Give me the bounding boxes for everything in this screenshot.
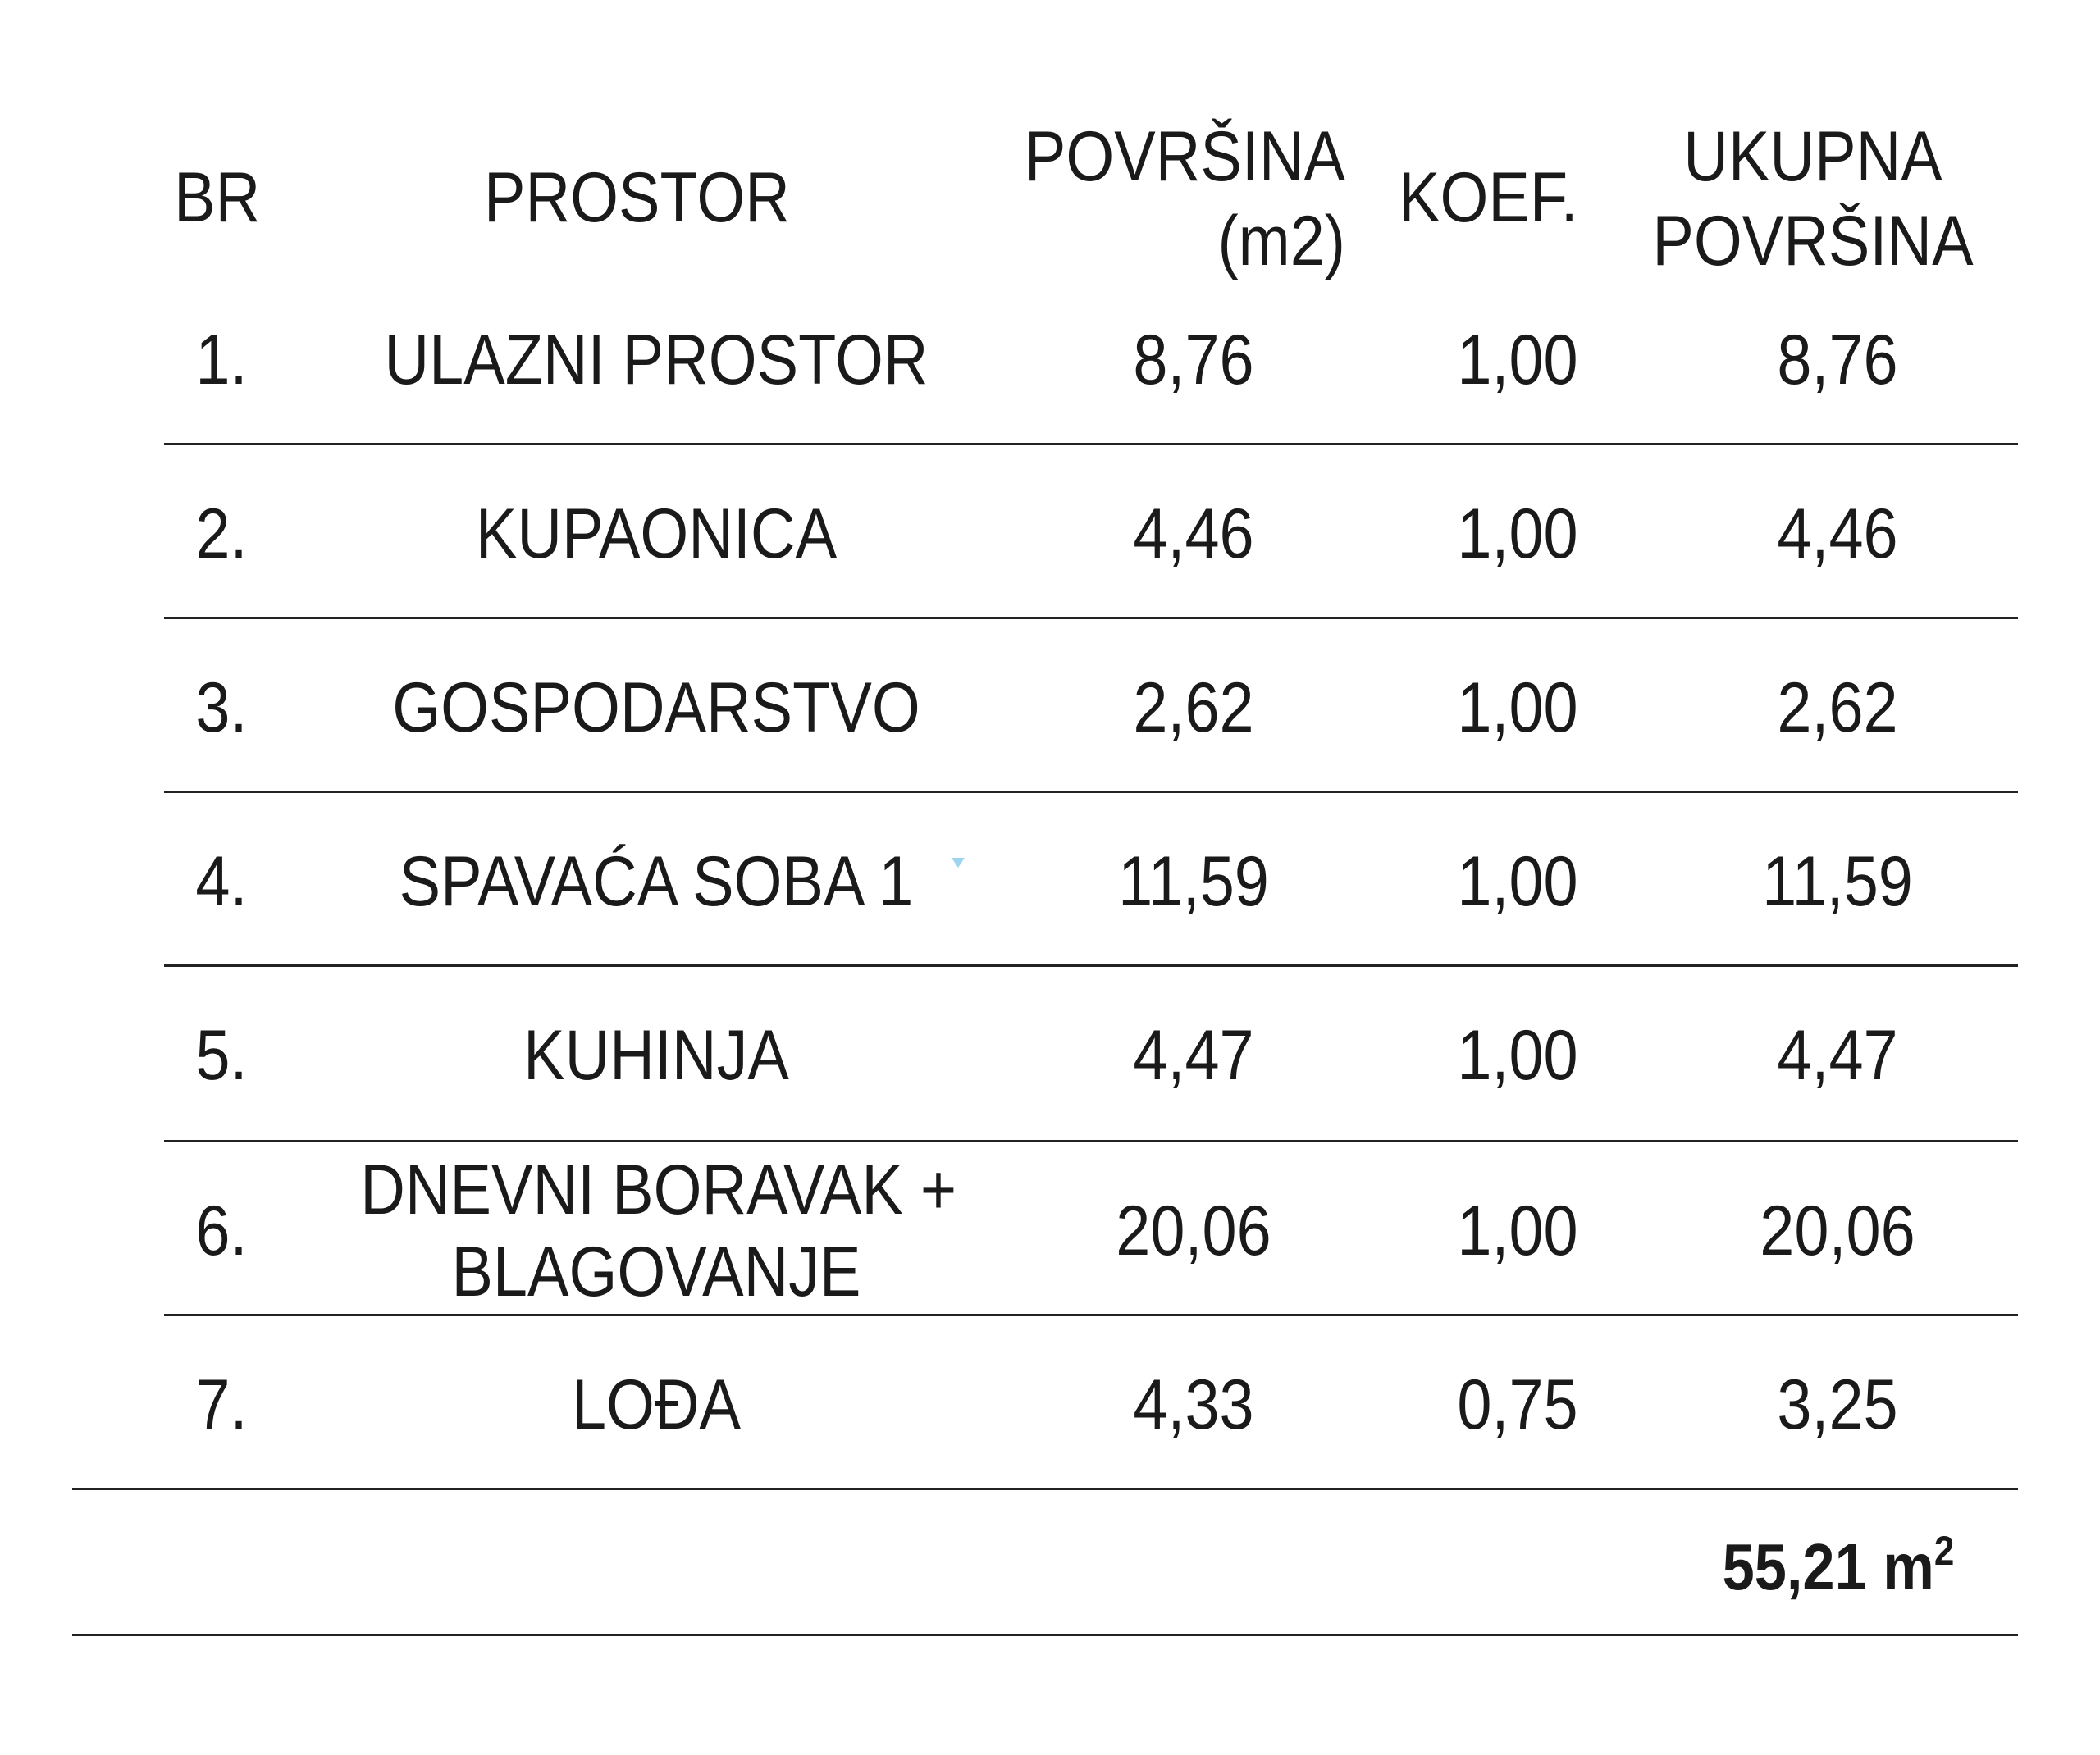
row-6-povrsina: 20,06 <box>1116 1192 1271 1270</box>
header-ukupna <box>1632 115 1993 284</box>
row-5-ukupna: 4,47 <box>1777 1016 1898 1095</box>
row-2-povrsina: 4,46 <box>1133 495 1254 573</box>
header-povrsina <box>984 115 1345 284</box>
header-povrsina-line1: POVRŠINA <box>1024 117 1345 196</box>
marker-icon <box>952 858 965 868</box>
row-4-prostor: SPAVAĆA SOBA 1 <box>399 842 914 921</box>
row-6-koef: 1,00 <box>1457 1192 1578 1270</box>
row-6-ukupna: 20,06 <box>1760 1192 1915 1270</box>
row-7-povrsina: 4,33 <box>1133 1365 1254 1444</box>
row-divider <box>164 1140 2018 1142</box>
header-povrsina-unit: (m2) <box>1217 202 1345 281</box>
row-divider <box>164 443 2018 445</box>
row-4-povrsina: 11,59 <box>1118 842 1269 921</box>
row-4-ukupna: 11,59 <box>1762 842 1913 921</box>
row-3-koef: 1,00 <box>1457 668 1578 747</box>
row-1-prostor: ULAZNI PROSTOR <box>384 321 929 399</box>
total-divider-bottom <box>72 1634 2018 1636</box>
row-1-povrsina: 8,76 <box>1133 321 1254 399</box>
row-divider <box>164 617 2018 619</box>
row-divider <box>164 791 2018 793</box>
row-3-ukupna: 2,62 <box>1777 668 1898 747</box>
row-6-br: 6. <box>195 1192 248 1270</box>
header-ukupna-line2: POVRŠINA <box>1652 202 1974 281</box>
row-2-prostor: KUPAONICA <box>475 495 838 573</box>
row-divider <box>164 1314 2018 1316</box>
row-7-ukupna: 3,25 <box>1777 1365 1898 1444</box>
row-6-prostor-line2: BLAGOVANJE <box>451 1233 861 1311</box>
row-3-prostor: GOSPODARSTVO <box>392 668 920 747</box>
row-divider <box>164 964 2018 967</box>
row-1-ukupna: 8,76 <box>1777 321 1898 399</box>
row-3-br: 3. <box>195 668 248 747</box>
row-1-br: 1. <box>195 321 248 399</box>
header-koef: KOEF. <box>1399 158 1578 237</box>
row-7-prostor: LOĐA <box>571 1365 742 1444</box>
row-5-povrsina: 4,47 <box>1133 1016 1254 1095</box>
row-5-br: 5. <box>195 1016 248 1095</box>
row-2-koef: 1,00 <box>1457 495 1578 573</box>
row-5-koef: 1,00 <box>1457 1016 1578 1095</box>
row-4-br: 4. <box>195 842 248 921</box>
total-unit-sup: 2 <box>1933 1528 1954 1574</box>
total-area <box>1722 1528 1954 1603</box>
total-divider-top <box>72 1488 2018 1490</box>
header-prostor: PROSTOR <box>484 158 790 237</box>
total-value: 55,21 m <box>1722 1530 1934 1603</box>
row-6-prostor: DNEVNI BORAVAK + <box>360 1151 957 1229</box>
row-2-ukupna: 4,46 <box>1777 495 1898 573</box>
row-1-koef: 1,00 <box>1457 321 1578 399</box>
row-4-koef: 1,00 <box>1457 842 1578 921</box>
row-2-br: 2. <box>195 495 248 573</box>
row-7-koef: 0,75 <box>1457 1365 1578 1444</box>
header-ukupna-line1: UKUPNA <box>1683 117 1942 196</box>
row-3-povrsina: 2,62 <box>1133 668 1254 747</box>
row-7-br: 7. <box>195 1365 248 1444</box>
row-5-prostor: KUHINJA <box>523 1016 789 1095</box>
header-br: BR <box>174 158 261 237</box>
